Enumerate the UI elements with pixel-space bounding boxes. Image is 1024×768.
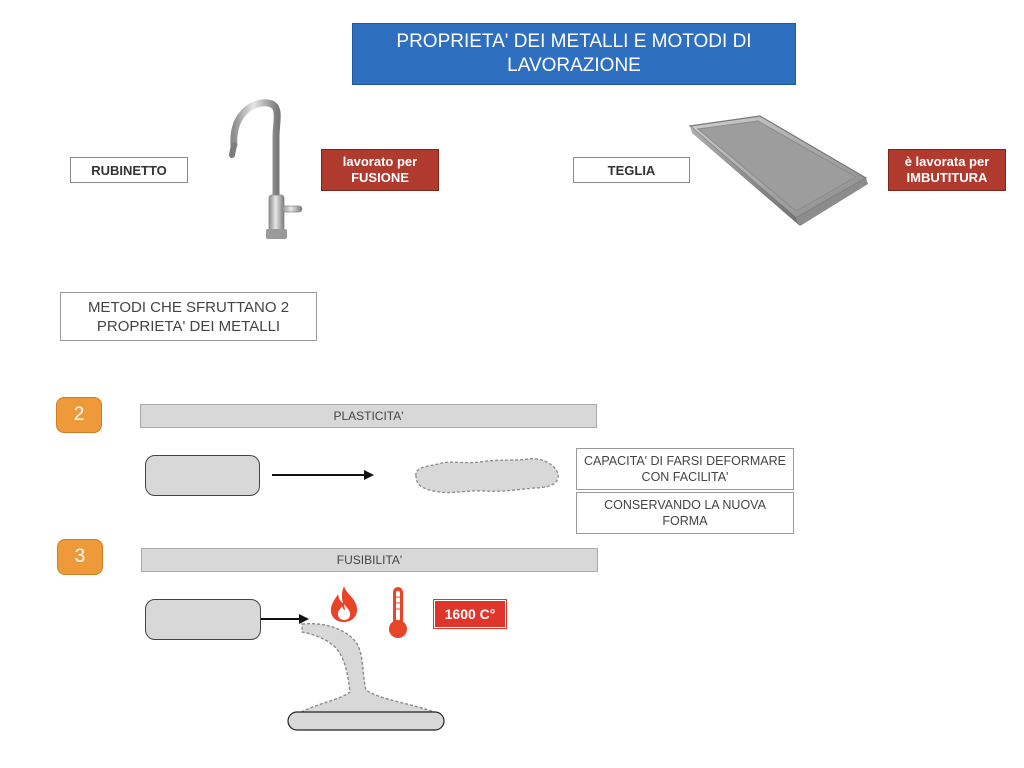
faucet-label: RUBINETTO (70, 157, 188, 183)
tray-label: TEGLIA (573, 157, 690, 183)
metal-block (145, 455, 260, 496)
faucet-method: lavorato per FUSIONE (321, 149, 439, 191)
deformed-metal (410, 456, 562, 496)
molten-metal-pour (284, 618, 448, 736)
temperature-badge: 1600 C° (434, 600, 506, 628)
tray-method: è lavorata per IMBUTITURA (888, 149, 1006, 191)
section-number-3: 3 (57, 539, 103, 575)
methods-box: METODI CHE SFRUTTANO 2 PROPRIETA' DEI METALLI (60, 292, 317, 341)
metal-block-solid (145, 599, 261, 640)
property-bar-fusibility: FUSIBILITA' (141, 548, 598, 572)
baking-tray-image (688, 114, 870, 228)
faucet-image (218, 97, 318, 242)
page-title: PROPRIETA' DEI METALLI E MOTODI DI LAVORAZIONE (352, 23, 796, 85)
section-number-2: 2 (56, 397, 102, 433)
property-bar-plasticity: PLASTICITA' (140, 404, 597, 428)
plasticity-desc-2: CONSERVANDO LA NUOVA FORMA (576, 492, 794, 534)
plasticity-desc-1: CAPACITA' DI FARSI DEFORMARE CON FACILITA' (576, 448, 794, 490)
arrow-right-icon (270, 467, 376, 483)
